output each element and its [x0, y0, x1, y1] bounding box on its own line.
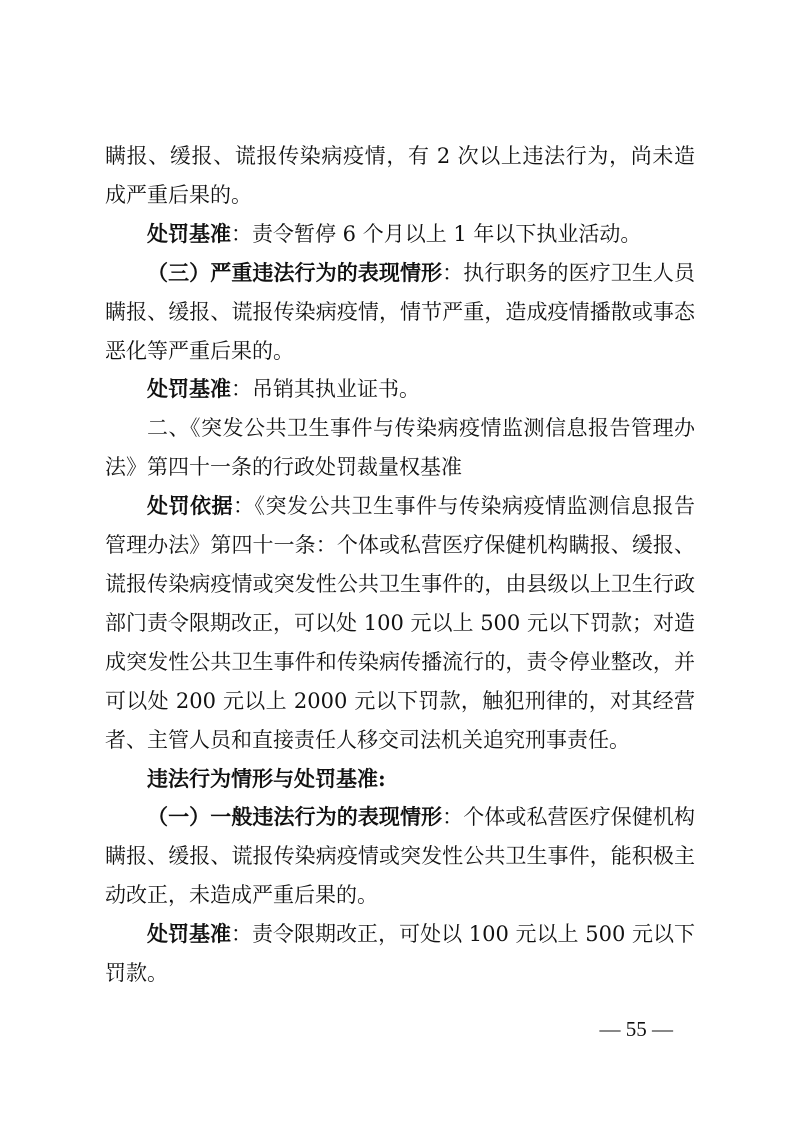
bold-heading-text: 处罚依据 [147, 493, 233, 519]
bold-heading-text: 处罚基准 [147, 921, 232, 947]
bold-heading-text: 处罚基准 [147, 220, 231, 246]
paragraph [105, 370, 695, 409]
paragraph [105, 915, 695, 993]
bold-heading-text: （三）严重违法行为的表现情形 [147, 259, 443, 285]
bold-heading-text: 违法行为情形与处罚基准: [147, 765, 386, 791]
bold-heading-text: （一）一般违法行为的表现情形 [147, 804, 443, 830]
body-text-run: ：吊销其执业证书。 [231, 377, 420, 402]
body-text-run: ：《突发公共卫生事件与传染病疫情监测信息报告管理办法》第四十一条：个体或私营医疗保健机构瞒报、缓报、谎报传染病疫情或突发性公共卫生事件的，由县级以上卫生行政部门责令限期改正，可以处 100 元以上 500 元以下罚款；对造成突发性公共卫生事件和传染病传播流行的，责令停业整改，并可以处 200 元以上 2000 元以下罚款，触犯刑律的，对其经营者、主管人员和直接责任人移交司法机关追究刑事责任。 [105, 494, 695, 752]
paragraph [105, 215, 695, 254]
body-text [105, 137, 695, 993]
bold-heading-text: 处罚基准 [147, 376, 231, 402]
body-text-run: ：责令暂停 6 个月以上 1 年以下执业活动。 [231, 221, 642, 246]
body-text-run: ：责令限期改正，可处以 100 元以上 500 元以下罚款。 [105, 922, 696, 986]
body-text-run: ：执行职务的医疗卫生人员瞒报、缓报、谎报传染病疫情，情节严重，造成疫情播散或事态恶化等严重后果的。 [105, 260, 696, 363]
paragraph [105, 487, 695, 759]
paragraph [105, 798, 695, 915]
paragraph [105, 760, 695, 799]
paragraph [105, 137, 695, 215]
body-text-run: ：个体或私营医疗保健机构瞒报、缓报、谎报传染病疫情或突发性公共卫生事件，能积极主动改正，未造成严重后果的。 [105, 805, 696, 908]
body-text-run: 二、《突发公共卫生事件与传染病疫情监测信息报告管理办法》第四十一条的行政处罚裁量权基准 [105, 416, 695, 480]
page-number: — 55 — [599, 1017, 673, 1041]
paragraph [105, 409, 695, 487]
body-text-run: 瞒报、缓报、谎报传染病疫情，有 2 次以上违法行为，尚未造成严重后果的。 [105, 144, 695, 207]
paragraph [105, 254, 695, 371]
